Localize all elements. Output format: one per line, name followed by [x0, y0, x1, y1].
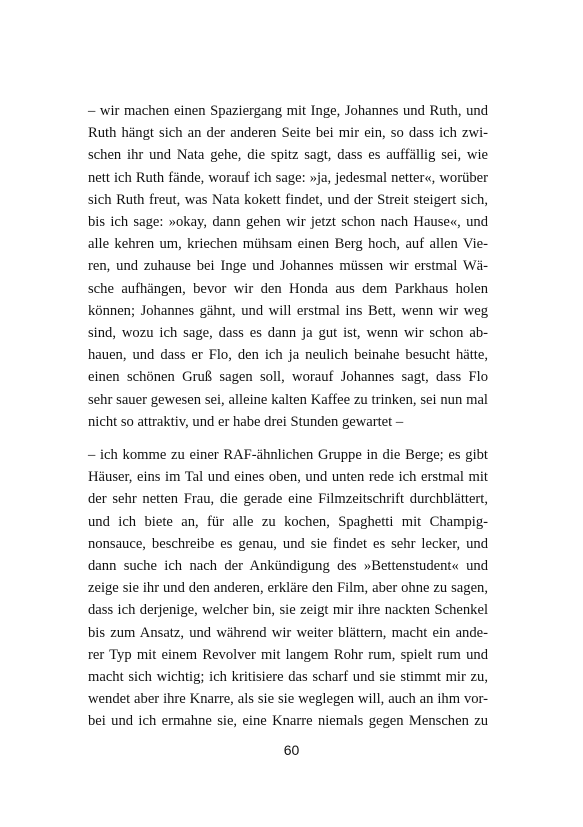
text-line: schen ihr und Nata gehe, die spitz sagt, dass es auffällig sei, wie — [88, 147, 488, 164]
text-line: einen schönen Gruß sagen soll, worauf Johannes sagt, dass Flo — [88, 369, 488, 386]
text-line: können; Johannes gähnt, und will erstmal ins Bett, wenn wir weg — [88, 302, 488, 319]
text-line: – ich komme zu einer RAF-ähnlichen Gruppe in die Berge; es gibt — [88, 447, 488, 463]
text-line: dass ich derjenige, welcher bin, sie zeigt mir ihre nackten Schenkel — [88, 602, 488, 619]
text-line: nonsauce, beschreibe es genau, und sie findet es sehr lecker, und — [88, 535, 488, 552]
text-line: sich Ruth freut, was Nata kokett findet, und der Streit steigert sich, — [88, 191, 488, 208]
text-line: – wir machen einen Spaziergang mit Inge, Johannes und Ruth, und — [88, 103, 488, 119]
text-line: Häuser, eins im Tal und eines oben, und unten rede ich erstmal mit — [88, 469, 488, 486]
text-line: nett ich Ruth fände, worauf ich sage: »ja, jedesmal netter«, worüber — [88, 169, 488, 186]
text-line: nicht so attraktiv, und er habe drei Stunden gewartet – — [88, 413, 404, 430]
text-line: hauen, und dass er Flo, den ich ja neulich beinahe besucht hätte, — [88, 347, 488, 364]
text-line: rer Typ mit einem Revolver mit langem Rohr rum, spielt rum und — [88, 646, 488, 663]
text-line: Ruth hängt sich an der anderen Seite bei mir ein, so dass ich zwi- — [88, 125, 488, 142]
paragraph-1 — [88, 100, 488, 433]
text-line: wendet aber ihre Knarre, als sie sie weglegen will, auch an ihm vor- — [88, 691, 488, 708]
text-line: bis ich sage: »okay, dann gehen wir jetzt schon nach Hause«, und — [88, 214, 488, 231]
paragraph-2 — [88, 444, 488, 733]
text-line: macht sich wichtig; ich kritisiere das scharf und sie stimmt mir zu, — [88, 669, 488, 686]
text-line: ren, und zuhause bei Inge und Johannes müssen wir erstmal Wä- — [88, 258, 488, 275]
text-line: sche aufhängen, bevor wir den Honda aus dem Parkhaus holen — [88, 280, 488, 297]
text-line: zeige sie ihr und den anderen, erkläre den Film, aber ohne zu sagen, — [88, 580, 488, 597]
text-line: sehr sauer gewesen sei, alleine kalten Kaffee zu trinken, sei nun mal — [88, 391, 488, 408]
text-line: bis zum Ansatz, und während wir weiter blättern, macht ein ande- — [88, 624, 488, 641]
page-number: 60 — [283, 742, 300, 758]
text-line: dann suche ich nach der Ankündigung des »Bettenstudent« und — [88, 558, 488, 575]
text-line: und ich biete an, für alle zu kochen, Spaghetti mit Champig- — [88, 513, 488, 530]
text-line: bei und ich ermahne sie, eine Knarre niemals gegen Menschen zu — [88, 713, 488, 730]
text-line: sind, wozu ich sage, dass es dann ja gut ist, wenn wir schon ab- — [88, 325, 488, 342]
text-line: alle kehren um, kriechen mühsam einen Berg hoch, auf allen Vie- — [88, 236, 488, 253]
text-line: der sehr netten Frau, die gerade eine Filmzeitschrift durchblättert, — [88, 491, 488, 508]
